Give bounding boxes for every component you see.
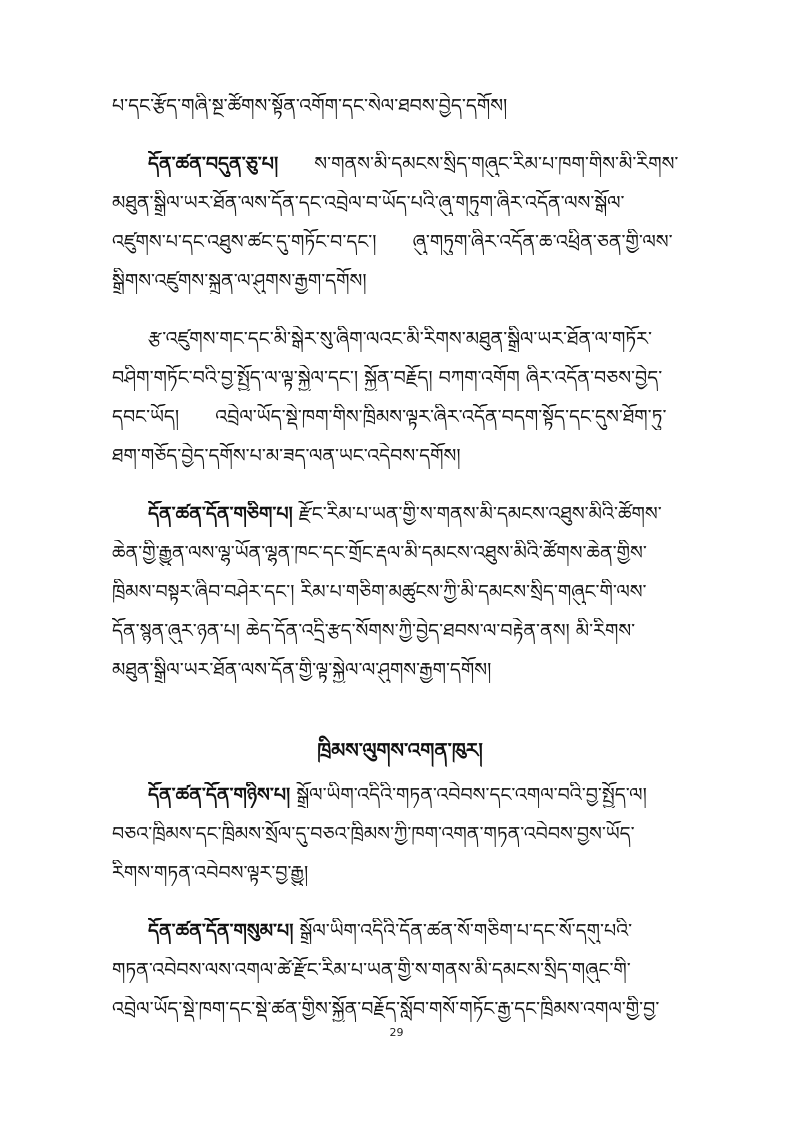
text-line	[112, 618, 688, 644]
article-heading: དོན་ཚན་བདུན་ཅུ་པ།	[148, 153, 279, 175]
article-heading: དོན་ཚན་དོན་གཅིག་པ།	[148, 503, 293, 525]
article-heading: དོན་ཚན་དོན་གཉིས་པ།	[148, 784, 291, 806]
text-line	[112, 404, 688, 430]
line-text: སྒྲོལ་ཡིག་འདིའི་གཏན་འབེབས་དང་འགལ་བའི་བྱ་སྤྱོད་ལ།	[296, 784, 647, 806]
article-heading: དོན་ཚན་དོན་གསུམ་པ།	[148, 920, 294, 942]
article-line	[148, 918, 688, 944]
line-text: འབྲེལ་ཡོད་སྡེ་ཁག་དང་སྡེ་ཚན་གྱིས་སྐྱོན་བརྗོད་སློབ་གསོ་གཏོང་རྒྱ་དང་ཁྲིམས་འགལ་གྱི་བྱ་	[112, 998, 660, 1020]
line-text: མཐུན་སྒྲིལ་ཡར་ཐོན་ལས་དོན་དང་འབྲེལ་བ་ཡོད་པའི་ཞུ་གཏུག་ཞིར་འདོན་ལས་སྒོལ་	[112, 192, 625, 214]
line-text: མཐུན་སྒྲིལ་ཡར་ཐོན་ལས་དོན་གྱི་ལྟ་སྐྱེལ་ལ་ཤུགས་རྒྱག་དགོས།	[112, 659, 492, 681]
chapter-heading: ཁྲིམས་ལུགས་འགན་ཁུར།	[317, 738, 483, 762]
text-line	[112, 996, 688, 1022]
article-line	[148, 151, 688, 177]
line-text: སྒྲིགས་འཛུགས་སྐྲུན་ལ་ཤུགས་རྒྱག་དགོས།	[112, 270, 367, 292]
line-text: ཁྲིམས་བསྟར་ཞིབ་བཤེར་དང་། རིམ་པ་གཅིག་མཚུངས་ཀྱི་མི་དམངས་སྲིད་གཞུང་གི་ལས་	[112, 581, 647, 603]
line-text: རྫོང་རིམ་པ་ཡན་གྱི་ས་གནས་མི་དམངས་འཐུས་མིའི་ཚོགས་	[298, 503, 662, 525]
text-line	[148, 326, 688, 352]
line-text: དབང་ཡོད།	[112, 406, 180, 428]
article-line	[148, 782, 688, 808]
line-text: ཐག་གཅོད་བྱེད་དགོས་པ་མ་ཟད་ལན་ཡང་འདེབས་དགོས།	[112, 445, 461, 467]
text-line	[112, 229, 688, 255]
text-line	[112, 579, 688, 605]
text-line	[112, 821, 688, 847]
text-line	[112, 657, 688, 683]
line-text: གཏན་འབེབས་ལས་འགལ་ཚེ་རྫོང་རིམ་པ་ཡན་གྱི་ས་གནས་མི་དམངས་སྲིད་གཞུང་གི་	[112, 959, 631, 981]
line-text: བཅའ་ཁྲིམས་དང་ཁྲིམས་སྲོལ་དུ་བཅའ་ཁྲིམས་ཀྱི་ཁག་འགན་གཏན་འབེབས་བྱས་ཡོད་	[112, 823, 635, 845]
line-text: འཛུགས་པ་དང་འཐུས་ཚང་དུ་གཏོང་བ་དང་།	[112, 231, 377, 253]
text-line	[112, 860, 688, 886]
text-line	[112, 540, 688, 566]
page-number: 29	[389, 1026, 404, 1039]
text-line	[112, 93, 688, 119]
text-line	[112, 443, 688, 469]
line-text: ཆེན་གྱི་རྒྱུན་ལས་ལྷ་ཡོན་ལྷན་ཁང་དང་གྲོང་རྡལ་མི་དམངས་འཐུས་མིའི་ཚོགས་ཆེན་གྱིས་	[112, 542, 647, 564]
line-text: པ་དང་རྩོད་གཞི་སྔ་ཚོགས་སྟོན་འགོག་དང་སེལ་ཐབས་བྱེད་དགོས།	[112, 95, 508, 117]
line-text: རྩ་འཛུགས་གང་དང་མི་སྒེར་སུ་ཞིག་ལའང་མི་རིགས་མཐུན་སྒྲིལ་ཡར་ཐོན་ལ་གཏོར་	[148, 328, 652, 350]
line-text: བཤིག་གཏོང་བའི་བྱ་སྤྱོད་ལ་ལྟ་སྐྱེལ་དང་། སྐྱོན་བརྗོད། བཀག་འགོག ཞིར་འདོན་བཅས་བྱེད་	[112, 367, 663, 389]
line-text-tail: ཞུ་གཏུག་ཞིར་འདོན་ཆ་འཕྲིན་ཅན་གྱི་ལས་	[412, 231, 673, 253]
line-text: སྒྲོལ་ཡིག་འདིའི་དོན་ཚན་སོ་གཅིག་པ་དང་སོ་དགུ་པའི་	[299, 920, 633, 942]
article-line	[148, 501, 688, 527]
text-line	[112, 268, 688, 294]
line-text-tail: འབྲེལ་ཡོད་སྡེ་ཁག་གིས་ཁྲིམས་ལྟར་ཞིར་འདོན་བདག་སྟོད་དང་དུས་ཐོག་ཏུ་	[215, 406, 667, 428]
line-text: ས་གནས་མི་དམངས་སྲིད་གཞུང་རིམ་པ་ཁག་གིས་མི་རིགས་	[314, 153, 679, 175]
text-line	[112, 190, 688, 216]
line-text: དོན་སྙན་ཞུར་ཉན་པ། ཆེད་དོན་འདྲི་རྩད་སོགས་ཀྱི་བྱེད་ཐབས་ལ་བརྟེན་ནས། མི་རིགས་	[112, 620, 636, 642]
line-text: རིགས་གཏན་འབེབས་ལྟར་བྱ་རྒྱུ།	[112, 862, 309, 884]
text-line	[112, 365, 688, 391]
text-line	[112, 957, 688, 983]
